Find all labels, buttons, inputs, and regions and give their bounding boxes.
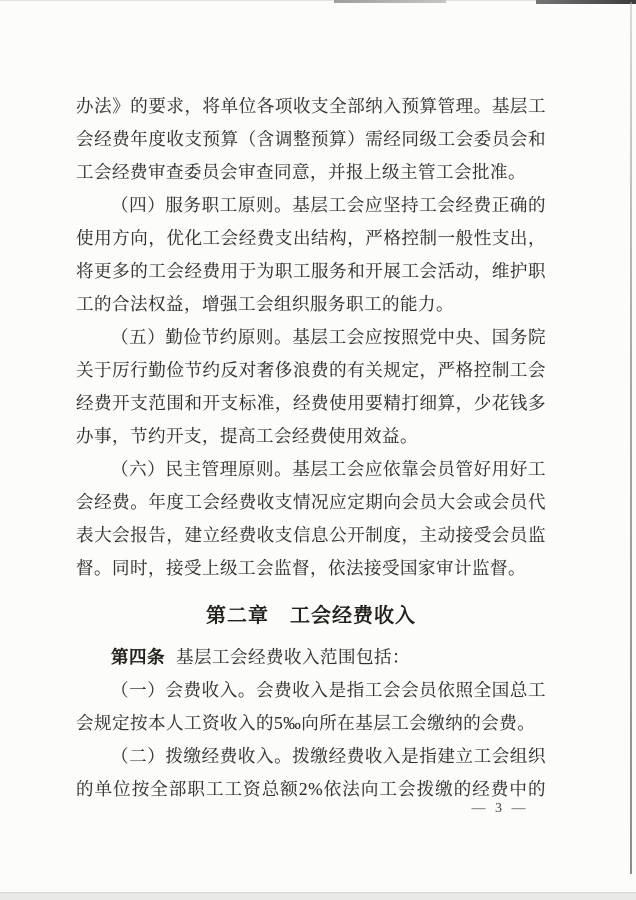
- text-line: 会经费年度收支预算（含调整预算）需经同级工会委员会和: [76, 129, 546, 149]
- scan-artifact-top-streak-left: [334, 0, 446, 3]
- text-line: 办事，节约开支，提高工会经费使用效益。: [76, 426, 418, 446]
- text-line: 的单位按全部职工工资总额2%依法向工会拨缴的经费中的: [76, 779, 546, 799]
- article-line: [76, 641, 546, 674]
- text-line: （六）民主管理原则。基层工会应依靠会员管好用好工: [111, 459, 546, 479]
- article-text: 基层工会经费收入范围包括：: [176, 647, 410, 667]
- text-line: 表大会报告，建立经费收支信息公开制度，主动接受会员监: [76, 525, 546, 545]
- text-line: 督。同时，接受上级工会监督，依法接受国家审计监督。: [76, 558, 526, 578]
- text-line: 经费开支范围和开支标准，经费使用要精打细算，少花钱多: [76, 393, 546, 413]
- text-line: 会规定按本人工资收入的5‰向所在基层工会缴纳的会费。: [76, 713, 536, 733]
- text-line: 将更多的工会经费用于为职工服务和开展工会活动，维护职: [76, 261, 546, 281]
- text-line: 办法》的要求，将单位各项收支全部纳入预算管理。基层工: [76, 96, 546, 116]
- scan-artifact-bottom-edge: [0, 892, 636, 900]
- scan-artifact-right-edge-line: [630, 2, 632, 874]
- text-line: 关于厉行勤俭节约反对奢侈浪费的有关规定，严格控制工会: [76, 360, 546, 380]
- article-number: 第四条: [111, 647, 165, 667]
- document-body: [76, 90, 546, 806]
- text-line: 工的合法权益，增强工会组织服务职工的能力。: [76, 294, 454, 314]
- page-number: — 3 —: [471, 801, 529, 816]
- chapter-heading: 第二章 工会经费收入: [206, 605, 416, 627]
- text-line: 工会经费审查委员会审查同意，并报上级主管工会批准。: [76, 162, 526, 182]
- text-line: （四）服务职工原则。基层工会应坚持工会经费正确的: [111, 195, 546, 215]
- text-line: 使用方向，优化工会经费支出结构，严格控制一般性支出，: [76, 228, 546, 248]
- text-line: 会经费。年度工会经费收支情况应定期向会员大会或会员代: [76, 492, 546, 512]
- text-line: （二）拨缴经费收入。拨缴经费收入是指建立工会组织: [111, 746, 546, 766]
- scan-artifact-top-streak-right: [536, 0, 636, 4]
- text-line: （一）会费收入。会费收入是指工会会员依照全国总工: [111, 680, 546, 700]
- text-line: （五）勤俭节约原则。基层工会应按照党中央、国务院: [111, 327, 546, 347]
